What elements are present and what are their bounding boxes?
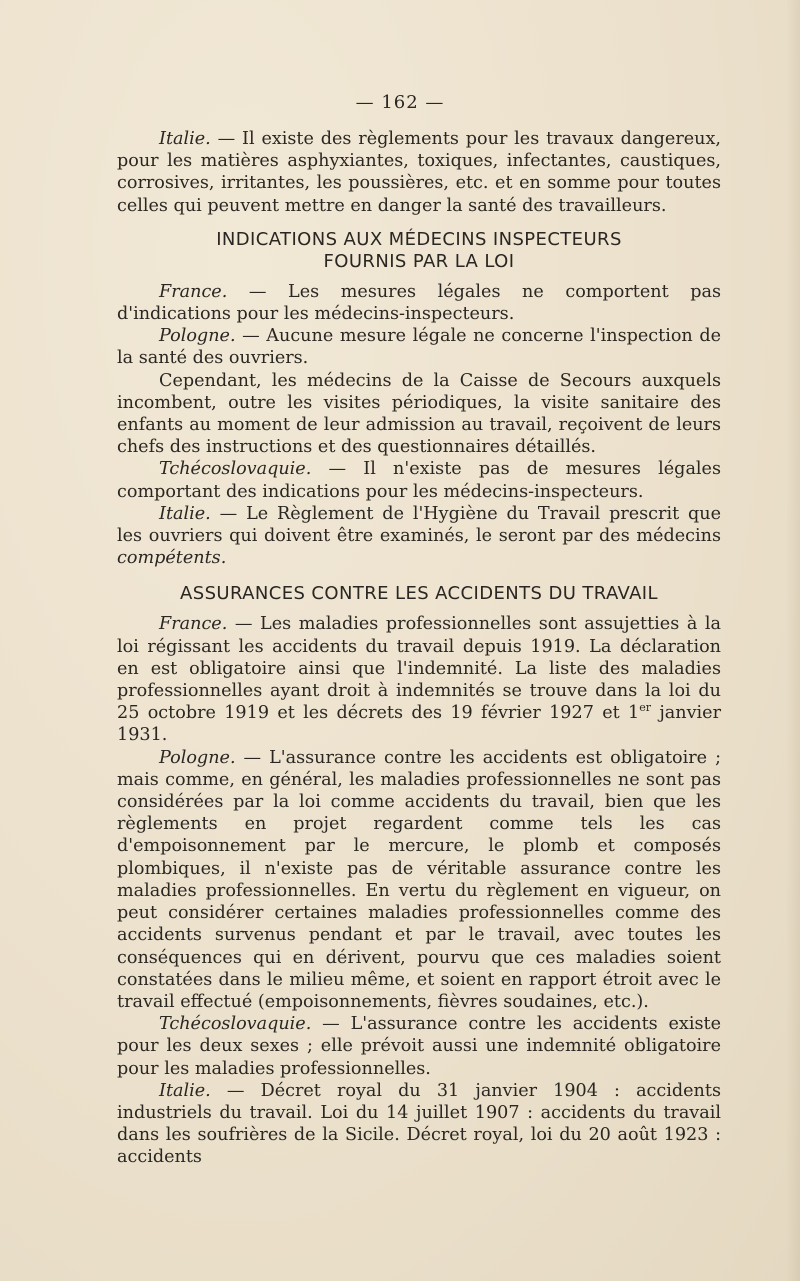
section-heading-indications bbox=[117, 229, 721, 273]
paragraph-tchecoslovaquie-assurances bbox=[117, 1013, 721, 1080]
paragraph-france-assurances bbox=[117, 613, 721, 746]
heading-line: FOURNIS PAR LA LOI bbox=[323, 250, 515, 272]
paragraph-text: — Décret royal du 31 janvier 1904 : accidents industriels du travail. Loi du 14 juillet 1907 : accidents du travail dans les soufrières de la Sicile. Décret royal, loi du 20 août 1923 : accidents bbox=[117, 1080, 721, 1168]
paragraph-text: — Les maladies professionnelles sont assujetties à la loi régissant les accidents du travail depuis 1919. La déclaration en est obligatoire ainsi que l'indemnité. La liste des maladies professionnelles ayant droit à indemnités se trouve dans la loi du 25 octobre 1919 et les décrets des 19 février 1927 et 1 bbox=[117, 614, 721, 724]
paragraph-text: — Il existe des règlements pour les travaux dangereux, pour les matières asphyxiantes, toxiques, infectantes, caustiques, corrosives, irritantes, les poussières, etc. et en somme pour toutes celles qui peuvent mettre en danger la santé des travailleurs. bbox=[117, 129, 721, 216]
superscript: er bbox=[639, 701, 651, 715]
paragraph-pologne-assurances bbox=[117, 747, 721, 1013]
paragraph-text: — L'assurance contre les accidents existe pour les deux sexes ; elle prévoit aussi une indemnité obligatoire pour les maladies professionnelles. bbox=[117, 1014, 721, 1079]
country-label: Italie. bbox=[159, 503, 211, 524]
page-edge-shadow bbox=[786, 0, 800, 1281]
paragraph-italie-dangers bbox=[117, 128, 721, 217]
country-label: Pologne. bbox=[159, 747, 236, 768]
country-label: Tchécoslovaquie. bbox=[159, 1014, 312, 1035]
paragraph-france-indications bbox=[117, 281, 721, 325]
paragraph-italie-indications bbox=[117, 503, 721, 570]
page-body bbox=[117, 128, 721, 1169]
paragraph-cependant bbox=[117, 370, 721, 459]
paragraph-text: — Les mesures légales ne comportent pas d'indications pour les médecins-inspecteurs. bbox=[117, 281, 721, 325]
paragraph-text: Cependant, les médecins de la Caisse de Secours auxquels incombent, outre les visites périodiques, la visite sanitaire des enfants au moment de leur admission au travail, reçoivent de leurs chefs des instructions et des questionnaires détaillés. bbox=[117, 370, 721, 458]
paragraph-pologne-indications bbox=[117, 325, 721, 369]
paragraph-italie-assurances bbox=[117, 1080, 721, 1169]
paragraph-tchecoslovaquie-indications bbox=[117, 458, 721, 502]
paragraph-text: — L'assurance contre les accidents est obligatoire ; mais comme, en général, les maladies professionnelles ne sont pas considérées par la loi comme accidents du travail, bien que les règlements en projet regardent comme tels les cas d'empoisonnement par le mercure, le plomb et composés plombiques, il n'existe pas de véritable assurance contre les maladies professionnelles. En vertu du règlement en vigueur, on peut considérer certaines maladies professionnelles comme des accidents survenus pendant et par le travail, avec toutes les conséquences qui en dérivent, pourvu que ces maladies soient constatées dans le milieu même, et soient en rapport étroit avec le travail effectué (empoisonnements, fièvres soudaines, etc.). bbox=[117, 747, 721, 1012]
paragraph-text: — Aucune mesure légale ne concerne l'inspection de la santé des ouvriers. bbox=[117, 326, 721, 369]
page-number: — 162 — bbox=[355, 92, 445, 113]
section-heading-assurances: ASSURANCES CONTRE LES ACCIDENTS DU TRAVAIL bbox=[180, 583, 658, 605]
country-label: France. bbox=[159, 281, 228, 302]
paragraph-text: — Il n'existe pas de mesures légales comportant des indications pour les médecins-inspecteurs. bbox=[117, 459, 721, 502]
country-label: Pologne. bbox=[159, 326, 236, 347]
country-label: Tchécoslovaquie. bbox=[159, 459, 312, 480]
country-label: France. bbox=[159, 614, 228, 635]
paragraph-text: janvier 1931. bbox=[117, 703, 721, 746]
country-label: Italie. bbox=[159, 1080, 211, 1101]
paragraph-text: — Le Règlement de l'Hygiène du Travail prescrit que les ouvriers qui doivent être examinés, le seront par des médecins bbox=[117, 503, 721, 547]
heading-line: INDICATIONS AUX MÉDECINS INSPECTEURS bbox=[216, 228, 622, 250]
emphasis-text: compétents. bbox=[117, 548, 227, 569]
country-label: Italie. bbox=[159, 129, 211, 149]
